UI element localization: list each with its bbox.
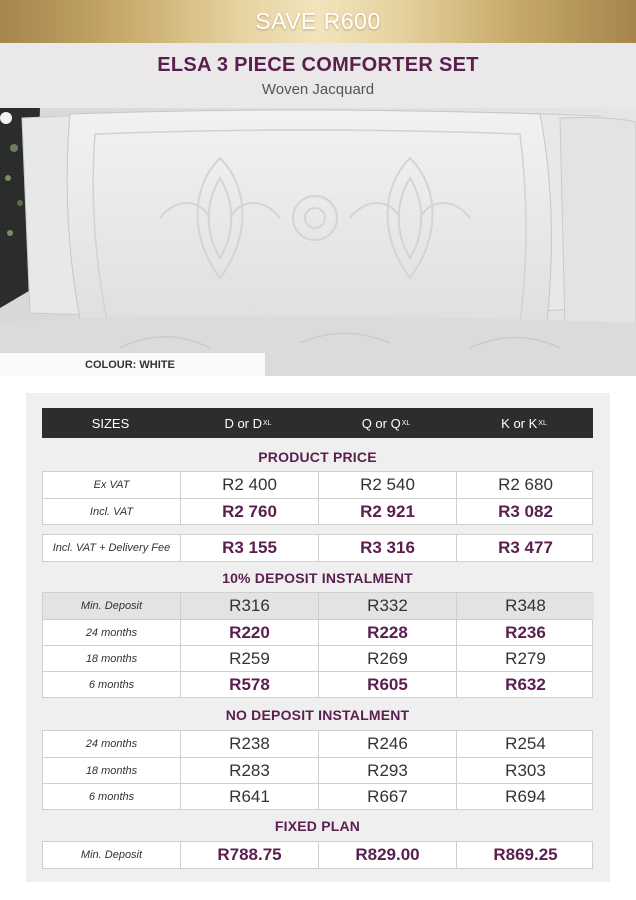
price-cell: R279 [456, 646, 594, 671]
row-label: 18 months [85, 652, 138, 665]
price-cell: R293 [318, 758, 456, 783]
delivery-price-table [42, 534, 593, 562]
product-title: ELSA 3 PIECE COMFORTER SET [157, 54, 479, 76]
header-double [179, 408, 317, 438]
price-cell: R283 [180, 758, 318, 783]
header-sizes-label: SIZES [91, 415, 130, 431]
price-cell: R694 [456, 784, 594, 809]
product-title-block [0, 43, 636, 108]
price-cell: R829.00 [318, 842, 456, 868]
price-cell: R236 [456, 620, 594, 645]
table-row [43, 472, 592, 498]
table-row [43, 671, 592, 697]
product-price-table [42, 471, 593, 525]
price-cell: R667 [318, 784, 456, 809]
header-king-sup: XL [538, 419, 547, 427]
price-cell: R2 760 [180, 499, 318, 524]
header-king [455, 408, 593, 438]
table-row [43, 645, 592, 671]
price-cell: R269 [318, 646, 456, 671]
price-cell: R220 [180, 620, 318, 645]
no-deposit-instalment-table [42, 730, 593, 810]
row-label: 24 months [85, 738, 138, 750]
table-row [43, 593, 592, 619]
row-label: 18 months [85, 764, 138, 777]
section-title-fixed-plan: FIXED PLAN [274, 818, 361, 834]
product-photo [0, 108, 636, 376]
price-cell: R259 [180, 646, 318, 671]
price-cell: R3 477 [456, 535, 594, 561]
table-row [43, 731, 592, 757]
sizes-header-row [42, 408, 593, 438]
price-cell: R2 921 [318, 499, 456, 524]
price-cell: R246 [318, 731, 456, 757]
price-cell: R316 [180, 593, 318, 619]
row-label: 24 months [85, 626, 138, 639]
price-cell: R869.25 [456, 842, 594, 868]
fixed-plan-table [42, 841, 593, 869]
table-row [43, 498, 592, 524]
price-cell: R238 [180, 731, 318, 757]
header-king-label: K or K [501, 415, 538, 431]
section-title-no-deposit-instalment: NO DEPOSIT INSTALMENT [225, 707, 410, 723]
row-label: Incl. VAT [89, 505, 134, 518]
price-cell: R3 155 [180, 535, 318, 561]
price-cell: R605 [318, 672, 456, 697]
price-cell: R303 [456, 758, 594, 783]
table-row [43, 757, 592, 783]
pillow-illustration [0, 108, 636, 376]
price-cell: R578 [180, 672, 318, 697]
header-double-sup: XL [263, 419, 272, 427]
header-queen-sup: XL [401, 419, 411, 427]
row-label: 6 months [88, 678, 135, 691]
section-title-product-price: PRODUCT PRICE [258, 449, 377, 465]
table-row [43, 842, 592, 868]
price-cell: R2 680 [456, 472, 594, 498]
price-cell: R254 [456, 731, 594, 757]
price-cell: R3 316 [318, 535, 456, 561]
pricing-panel [26, 393, 610, 882]
deposit-instalment-table [42, 592, 593, 698]
price-cell: R788.75 [180, 842, 318, 868]
colour-label: COLOUR: WHITE [0, 353, 265, 376]
price-cell: R632 [456, 672, 594, 697]
row-label: 6 months [88, 790, 135, 803]
row-label: Incl. VAT + Delivery Fee [52, 542, 171, 554]
row-label: Min. Deposit [80, 849, 143, 861]
table-row [43, 619, 592, 645]
save-banner-text: SAVE R600 [255, 8, 381, 34]
save-banner [0, 0, 636, 43]
price-cell: R332 [318, 593, 456, 619]
table-row [43, 535, 592, 561]
row-label: Ex VAT [93, 479, 130, 491]
price-cell: R228 [318, 620, 456, 645]
header-queen [317, 408, 455, 438]
price-cell: R641 [180, 784, 318, 809]
price-cell: R2 540 [318, 472, 456, 498]
product-subtitle: Woven Jacquard [261, 81, 375, 98]
row-label: Min. Deposit [43, 593, 180, 619]
header-queen-label: Q or Q [361, 415, 401, 431]
price-cell: R348 [456, 593, 594, 619]
header-sizes [42, 408, 179, 438]
price-cell: R2 400 [180, 472, 318, 498]
table-row [43, 783, 592, 809]
section-title-deposit-instalment: 10% DEPOSIT INSTALMENT [222, 570, 413, 586]
header-double-label: D or D [224, 415, 262, 431]
price-cell: R3 082 [456, 499, 594, 524]
